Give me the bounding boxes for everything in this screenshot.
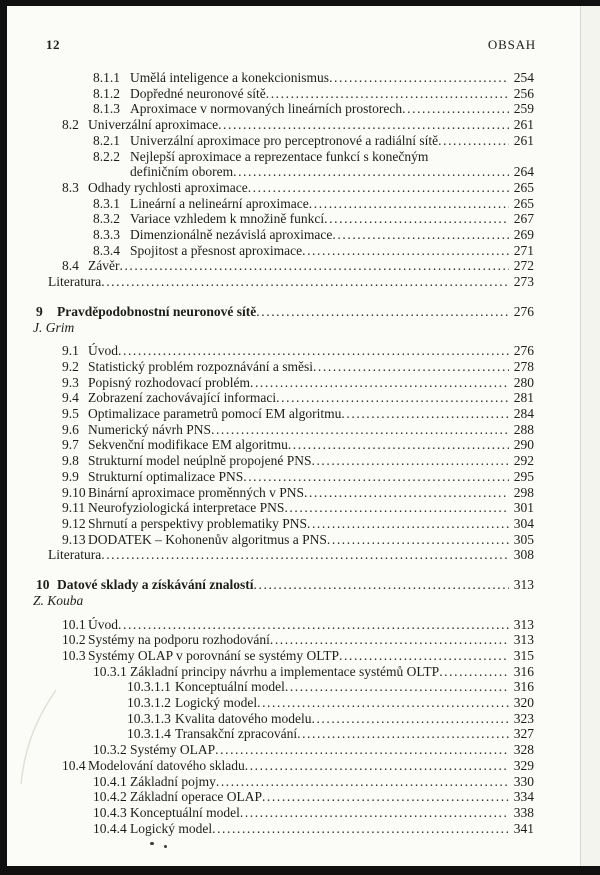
entry-page-number: 305 <box>513 531 534 547</box>
dot-leader <box>101 274 509 290</box>
dot-leader <box>339 648 509 664</box>
entry-title: Kvalita datového modelu <box>175 710 312 726</box>
entry-number: 9 <box>36 303 43 319</box>
dot-leader <box>119 258 509 274</box>
dot-leader <box>341 406 509 422</box>
dot-leader <box>324 211 509 227</box>
entry-page-number: 338 <box>513 804 534 820</box>
entry-number: 8.3.2 <box>93 211 120 227</box>
dot-leader <box>245 758 509 774</box>
entry-title: Pravděpodobnostní neuronové sítě <box>57 303 257 319</box>
entry-title: Zobrazení zachovávající informaci <box>88 390 277 406</box>
entry-page-number: 298 <box>513 484 534 500</box>
entry-page-number: 288 <box>513 421 534 437</box>
entry-title: Aproximace v normovaných lineárních prostorech <box>130 101 403 117</box>
entry-title: Úvod <box>88 616 118 632</box>
entry-number: 8.2.2 <box>93 148 120 164</box>
entry-page-number: 316 <box>513 663 534 679</box>
toc-entry <box>7 437 534 453</box>
entry-number: 10.4.2 <box>93 789 127 805</box>
dot-leader <box>438 133 509 149</box>
entry-title: Lineární a nelineární aproximace <box>130 195 309 211</box>
toc-entry <box>7 180 534 196</box>
entry-page-number: 323 <box>513 710 534 726</box>
toc-entry <box>7 726 534 742</box>
dot-leader <box>256 304 509 320</box>
entry-number: 8.3 <box>62 179 79 195</box>
entry-title: Transakční zpracování <box>175 726 298 742</box>
dot-leader <box>311 453 509 469</box>
chapter-heading <box>7 304 534 320</box>
entry-page-number: 334 <box>513 789 534 805</box>
toc-entry <box>7 532 534 548</box>
entry-title: Konceptuální model <box>130 804 240 820</box>
entry-number: 8.1.3 <box>93 101 120 117</box>
dot-leader <box>270 632 509 648</box>
toc-entry <box>7 258 534 274</box>
entry-title: Modelování datového skladu <box>88 757 245 773</box>
toc-entry <box>7 632 534 648</box>
entry-number: 9.12 <box>62 515 86 531</box>
entry-page-number: 265 <box>513 195 534 211</box>
toc-entry <box>7 243 534 259</box>
entry-title: Systémy na podporu rozhodování <box>88 632 270 648</box>
entry-page-number: 276 <box>513 303 534 319</box>
entry-number: 10.3.1.1 <box>127 679 171 695</box>
toc-entry <box>7 343 534 359</box>
dot-leader <box>297 726 509 742</box>
dot-leader <box>118 617 509 633</box>
entry-page-number: 267 <box>513 211 534 227</box>
dot-leader <box>215 742 509 758</box>
dot-leader <box>329 70 509 86</box>
dot-leader <box>240 805 509 821</box>
entry-page-number: 304 <box>513 515 534 531</box>
entry-title: Univerzální aproximace <box>88 117 219 133</box>
dot-leader <box>262 789 509 805</box>
chapter-heading <box>7 577 534 593</box>
entry-title: Logický model <box>130 820 213 836</box>
dot-leader <box>402 101 509 117</box>
entry-title: Z. Kouba <box>33 592 84 608</box>
entry-title: Literatura <box>48 547 102 563</box>
toc-entry <box>7 758 534 774</box>
dot-leader <box>248 180 509 196</box>
entry-page-number: 264 <box>513 164 534 180</box>
toc-entry <box>7 774 534 790</box>
paper-page <box>7 6 600 866</box>
entry-page-number: 254 <box>513 70 534 85</box>
entry-number: 9.1 <box>62 343 79 359</box>
entry-title: Úvod <box>88 343 118 359</box>
literatura-entry <box>7 274 534 290</box>
scan-edge-strip <box>581 6 600 866</box>
entry-number: 10.3.1.3 <box>127 710 171 726</box>
entry-title: Shrnutí a perspektivy problematiky PNS <box>88 515 307 531</box>
toc-entry <box>7 70 534 86</box>
page-number: 12 <box>46 37 60 52</box>
entry-number: 10.4 <box>62 757 86 773</box>
dot-leader <box>302 243 509 259</box>
dot-leader <box>218 117 509 133</box>
entry-title: Základní principy návrhu a implementace systémů OLTP <box>130 663 440 679</box>
entry-number: 10.3 <box>62 647 86 663</box>
entry-number: 10.3.1 <box>93 663 127 679</box>
entry-number: 10.3.2 <box>93 742 127 758</box>
entry-title: Popisný rozhodovací problém <box>88 374 250 390</box>
toc-entry <box>7 406 534 422</box>
dot-leader <box>266 86 509 102</box>
toc-entry <box>7 422 534 438</box>
entry-page-number: 341 <box>513 820 534 836</box>
dot-leader <box>309 196 509 212</box>
dot-leader <box>233 164 509 180</box>
entry-page-number: 315 <box>513 647 534 663</box>
entry-number: 9.7 <box>62 437 79 453</box>
entry-number: 8.1.1 <box>93 70 120 85</box>
entry-number: 8.2.1 <box>93 132 120 148</box>
toc-entry <box>7 227 534 243</box>
entry-page-number: 280 <box>513 374 534 390</box>
dot-leader <box>276 390 509 406</box>
chapter-author <box>7 593 534 609</box>
entry-page-number: 278 <box>513 358 534 374</box>
toc-entry <box>7 742 534 758</box>
dot-leader <box>254 577 509 593</box>
entry-title: Nejlepší aproximace a reprezentace funkcí s konečným <box>130 148 429 164</box>
entry-title: Statistický problém rozpoznávání a směsi <box>88 358 313 374</box>
toc-entry <box>7 789 534 805</box>
entry-title: Neurofyziologická interpretace PNS <box>88 500 285 516</box>
dot-leader <box>118 343 509 359</box>
entry-title: Logický model <box>175 695 258 711</box>
entry-number: 9.3 <box>62 374 79 390</box>
entry-page-number: 328 <box>513 742 534 758</box>
dot-leader <box>313 359 509 375</box>
entry-number: 10.4.3 <box>93 804 127 820</box>
entry-page-number: 308 <box>513 547 534 563</box>
toc-entry <box>7 211 534 227</box>
entry-number: 8.1.2 <box>93 85 120 101</box>
entry-title: Základní operace OLAP <box>130 789 262 805</box>
entry-page-number: 313 <box>513 577 534 593</box>
entry-page-number: 261 <box>513 117 534 133</box>
entry-page-number: 273 <box>513 274 534 290</box>
entry-page-number: 295 <box>513 468 534 484</box>
dot-leader <box>285 679 509 695</box>
entry-number: 9.4 <box>62 390 79 406</box>
dot-leader <box>250 375 509 391</box>
entry-number: 10.2 <box>62 632 86 648</box>
toc-entry <box>7 86 534 102</box>
entry-title: Strukturní model neúplně propojené PNS <box>88 453 312 469</box>
table-of-contents <box>7 70 534 836</box>
entry-page-number: 330 <box>513 773 534 789</box>
entry-page-number: 313 <box>513 632 534 648</box>
entry-number: 8.4 <box>62 258 79 274</box>
entry-number: 8.3.4 <box>93 242 120 258</box>
dot-leader <box>101 547 509 563</box>
dot-leader <box>284 500 509 516</box>
dot-leader <box>257 695 509 711</box>
entry-page-number: 290 <box>513 437 534 453</box>
entry-title: Strukturní optimalizace PNS <box>88 468 244 484</box>
dot-leader <box>216 774 509 790</box>
toc-entry <box>7 648 534 664</box>
entry-title: Datové sklady a získávání znalostí <box>57 577 254 593</box>
toc-entry <box>7 821 534 837</box>
entry-number: 8.2 <box>62 117 79 133</box>
entry-title: Základní pojmy <box>130 773 216 789</box>
dot-leader <box>327 532 509 548</box>
header-title: OBSAH <box>487 37 536 52</box>
entry-page-number: 329 <box>513 757 534 773</box>
entry-number: 8.3.3 <box>93 227 120 243</box>
scan-speck <box>150 842 154 845</box>
toc-entry <box>7 196 534 212</box>
toc-entry <box>7 485 534 501</box>
entry-number: 10.1 <box>62 616 86 632</box>
toc-entry <box>7 164 534 180</box>
toc-entry <box>7 117 534 133</box>
dot-leader <box>211 422 509 438</box>
toc-entry <box>7 149 534 165</box>
entry-number: 9.11 <box>62 500 86 516</box>
entry-title: J. Grim <box>33 319 75 335</box>
entry-title: Systémy OLAP <box>130 742 216 758</box>
chapter-author <box>7 320 534 336</box>
toc-entry <box>7 664 534 680</box>
toc-entry <box>7 359 534 375</box>
dot-leader <box>212 821 509 837</box>
entry-title: Binární aproximace proměnných v PNS <box>88 484 304 500</box>
entry-title: DODATEK – Kohonenův algoritmus a PNS <box>88 531 327 547</box>
entry-page-number: 316 <box>513 679 534 695</box>
entry-number: 9.6 <box>62 421 79 437</box>
entry-page-number: 259 <box>513 101 534 117</box>
entry-title: Dopředné neuronové sítě <box>130 85 266 101</box>
entry-page-number: 292 <box>513 453 534 469</box>
entry-number: 9.5 <box>62 406 79 422</box>
entry-number: 10.3.1.2 <box>127 695 171 711</box>
toc-entry <box>7 516 534 532</box>
toc-entry <box>7 617 534 633</box>
entry-page-number: 320 <box>513 695 534 711</box>
toc-entry <box>7 679 534 695</box>
entry-page-number: 269 <box>513 227 534 243</box>
entry-title: Dimenzionálně nezávislá aproximace <box>130 227 333 243</box>
entry-title: Optimalizace parametrů pomocí EM algoritmu <box>88 406 342 422</box>
entry-title: Univerzální aproximace pro perceptronové a radiální sítě <box>130 132 439 148</box>
entry-number: 9.13 <box>62 531 86 547</box>
entry-page-number: 272 <box>513 258 534 274</box>
entry-number: 10.3.1.4 <box>127 726 171 742</box>
entry-title: Závěr <box>88 258 120 274</box>
entry-page-number: 261 <box>513 132 534 148</box>
entry-title: definičním oborem <box>130 164 234 180</box>
entry-title: Variace vzhledem k množině funkcí <box>130 211 325 227</box>
entry-page-number: 256 <box>513 85 534 101</box>
toc-entry <box>7 711 534 727</box>
entry-number: 9.10 <box>62 484 86 500</box>
entry-title: Konceptuální model <box>175 679 285 695</box>
dot-leader <box>332 227 509 243</box>
toc-entry <box>7 375 534 391</box>
entry-title: Literatura <box>48 274 102 290</box>
dot-leader <box>311 711 509 727</box>
entry-number: 9.2 <box>62 358 79 374</box>
entry-number: 10.4.4 <box>93 820 127 836</box>
entry-page-number: 265 <box>513 179 534 195</box>
toc-entry <box>7 101 534 117</box>
entry-page-number: 281 <box>513 390 534 406</box>
dot-leader <box>304 485 509 501</box>
entry-title: Umělá inteligence a konekcionismus <box>130 70 330 85</box>
entry-number: 9.9 <box>62 468 79 484</box>
dot-leader <box>288 437 509 453</box>
dot-leader <box>243 469 509 485</box>
toc-entry <box>7 695 534 711</box>
entry-title: Odhady rychlosti aproximace <box>88 179 248 195</box>
entry-number: 10 <box>36 577 50 593</box>
entry-page-number: 301 <box>513 500 534 516</box>
scan-speck <box>164 845 167 848</box>
entry-number: 8.3.1 <box>93 195 120 211</box>
entry-page-number: 284 <box>513 406 534 422</box>
toc-entry <box>7 390 534 406</box>
entry-page-number: 313 <box>513 616 534 632</box>
literatura-entry <box>7 547 534 563</box>
toc-entry <box>7 453 534 469</box>
entry-number: 10.4.1 <box>93 773 127 789</box>
dot-leader <box>307 516 509 532</box>
entry-page-number: 271 <box>513 242 534 258</box>
entry-title: Sekvenční modifikace EM algoritmu <box>88 437 288 453</box>
toc-entry <box>7 500 534 516</box>
entry-page-number: 327 <box>513 726 534 742</box>
toc-entry <box>7 133 534 149</box>
page-edge-line <box>580 6 581 866</box>
entry-title: Spojitost a přesnost aproximace <box>130 242 303 258</box>
entry-page-number: 276 <box>513 343 534 359</box>
toc-entry <box>7 469 534 485</box>
entry-title: Systémy OLAP v porovnání se systémy OLTP <box>88 647 340 663</box>
entry-number: 9.8 <box>62 453 79 469</box>
toc-entry <box>7 805 534 821</box>
entry-title: Numerický návrh PNS <box>88 421 211 437</box>
dot-leader <box>439 664 509 680</box>
